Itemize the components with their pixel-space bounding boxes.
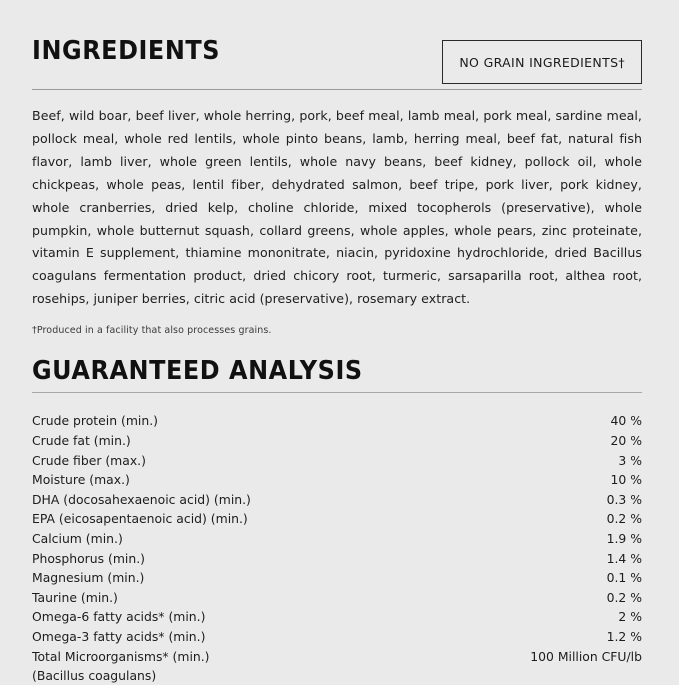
table-row	[32, 490, 642, 510]
table-row	[32, 568, 642, 588]
ingredients-title: INGREDIENTS	[32, 36, 221, 66]
nutrient-label: Crude fiber (max.)	[32, 452, 146, 468]
nutrient-value: 3 %	[618, 452, 642, 468]
table-row	[32, 431, 642, 451]
guaranteed-analysis-body	[32, 411, 642, 685]
nutrient-label: Moisture (max.)	[32, 472, 130, 488]
nutrient-value: 2 %	[618, 609, 642, 625]
nutrient-label: Omega-3 fatty acids* (min.)	[32, 628, 206, 644]
table-row	[32, 607, 642, 627]
nutrient-value: 1.4 %	[606, 550, 642, 566]
nutrient-value: 20 %	[610, 433, 642, 449]
ingredients-footnote: †Produced in a facility that also processes grains.	[32, 325, 272, 337]
table-row	[32, 588, 642, 608]
table-row	[32, 646, 642, 666]
nutrient-label: Phosphorus (min.)	[32, 550, 145, 566]
table-row	[32, 411, 642, 431]
nutrient-value: 10 %	[610, 472, 642, 488]
guaranteed-analysis-note: (Bacillus coagulans)	[32, 668, 157, 684]
table-row	[32, 470, 642, 490]
nutrient-label: Crude protein (min.)	[32, 413, 158, 429]
nutrient-label: Omega-6 fatty acids* (min.)	[32, 609, 206, 625]
table-row	[32, 627, 642, 647]
ingredients-header-row	[32, 38, 642, 84]
ingredients-list: Beef, wild boar, beef liver, whole herring, pork, beef meal, lamb meal, pork meal, sardine meal, pollock meal, whole red lentils, whole pinto beans, lamb, herring meal, beef fat, natural fish flavor, lamb liver, whole green lentils, whole navy beans, beef kidney, pollock oil, whole chickpeas, whole peas, lentil fiber, dehydrated salmon, beef tripe, pork liver, pork kidney, whole cranberries, dried kelp, choline chloride, mixed tocopherols (preservative), whole pumpkin, whole butternut squash, collard greens, whole apples, whole pears, zinc proteinate, vitamin E supplement, thiamine mononitrate, niacin, pyridoxine hydrochloride, dried Bacillus coagulans fermentation product, dried chicory root, turmeric, sarsaparilla root, althea root, rosehips, juniper berries, citric acid (preservative), rosemary extract.	[32, 108, 642, 307]
nutrient-label: EPA (eicosapentaenoic acid) (min.)	[32, 511, 248, 527]
table-row	[32, 666, 642, 685]
nutrient-label: DHA (docosahexaenoic acid) (min.)	[32, 491, 251, 507]
nutrient-value: 0.1 %	[606, 570, 642, 586]
nutrient-value: 1.9 %	[606, 531, 642, 547]
table-row	[32, 450, 642, 470]
nutrient-label: Total Microorganisms* (min.)	[32, 648, 210, 664]
nutrient-label: Taurine (min.)	[32, 589, 118, 605]
nutrient-label: Magnesium (min.)	[32, 570, 145, 586]
nutrient-value: 0.3 %	[606, 491, 642, 507]
guaranteed-analysis-title: GUARANTEED ANALYSIS	[32, 356, 363, 387]
nutrient-value: 40 %	[610, 413, 642, 429]
no-grain-badge: NO GRAIN INGREDIENTS†	[442, 40, 642, 84]
nutrient-value: 100 Million CFU/lb	[530, 648, 642, 664]
nutrient-value: 0.2 %	[606, 511, 642, 527]
guaranteed-analysis-divider	[32, 392, 642, 393]
table-row	[32, 548, 642, 568]
nutrient-value: 1.2 %	[606, 628, 642, 644]
table-row	[32, 529, 642, 549]
nutrient-label: Crude fat (min.)	[32, 433, 131, 449]
guaranteed-analysis-header	[32, 358, 642, 387]
ingredients-divider	[32, 89, 642, 90]
nutrient-value: 0.2 %	[606, 589, 642, 605]
table-row	[32, 509, 642, 529]
guaranteed-analysis-table	[32, 411, 642, 685]
nutrient-label: Calcium (min.)	[32, 531, 123, 547]
